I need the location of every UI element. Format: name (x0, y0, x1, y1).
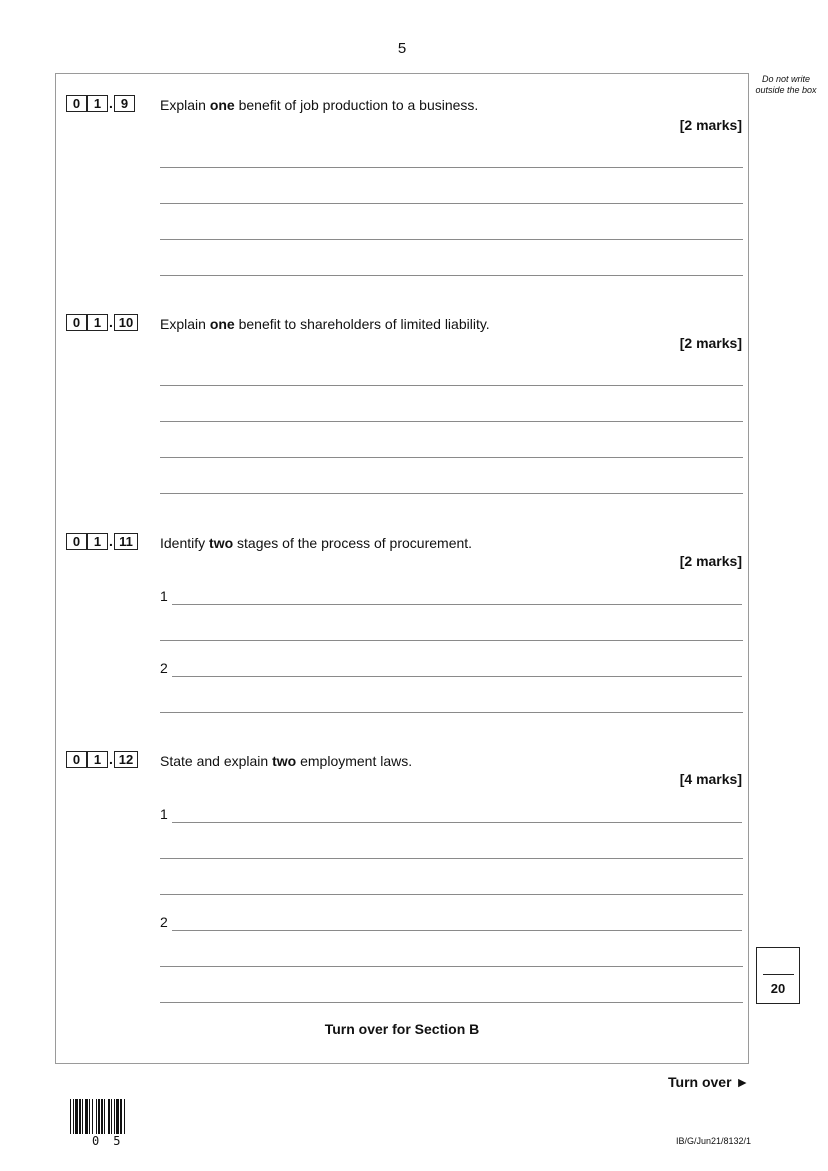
qnum-digit: 0 (66, 95, 87, 112)
qnum-digit: 0 (66, 314, 87, 331)
answer-line[interactable] (172, 930, 742, 931)
answer-line[interactable] (160, 858, 743, 859)
section-b-note: Turn over for Section B (324, 1021, 480, 1037)
answer-label-1: 1 (160, 806, 168, 822)
question-number-01-12: 0 1 . 12 (66, 750, 138, 769)
answer-line[interactable] (160, 894, 743, 895)
answer-line[interactable] (160, 203, 743, 204)
question-text-01-10: Explain one benefit to shareholders of limited liability. (160, 316, 490, 332)
barcode-number: 05 (92, 1134, 135, 1148)
marks-01-9: [2 marks] (679, 117, 742, 133)
answer-line[interactable] (172, 604, 742, 605)
marks-01-10: [2 marks] (679, 335, 742, 351)
right-triangle-icon: ► (735, 1074, 750, 1090)
answer-line[interactable] (160, 712, 743, 713)
qnum-digit: 0 (66, 533, 87, 550)
answer-line[interactable] (160, 421, 743, 422)
answer-label-2: 2 (160, 914, 168, 930)
page-score-total: 20 (770, 981, 786, 996)
answer-line[interactable] (172, 676, 742, 677)
answer-line[interactable] (160, 493, 743, 494)
score-divider (763, 974, 794, 975)
margin-note: Do not write outside the box (755, 74, 817, 95)
paper-reference: IB/G/Jun21/8132/1 (676, 1136, 752, 1146)
turn-over-label: Turn over ► (668, 1074, 750, 1090)
barcode-icon (70, 1099, 146, 1134)
qnum-digit: 1 (87, 314, 108, 331)
qnum-digit: 9 (114, 95, 135, 112)
qnum-digit: 11 (114, 533, 138, 550)
marks-01-11: [2 marks] (679, 553, 742, 569)
qnum-digit: 1 (87, 533, 108, 550)
question-text-01-12: State and explain two employment laws. (160, 753, 413, 769)
answer-line[interactable] (172, 822, 742, 823)
question-text-01-9: Explain one benefit of job production to a business. (160, 97, 479, 113)
qnum-digit: 0 (66, 751, 87, 768)
question-number-01-10: 0 1 . 10 (66, 313, 138, 332)
question-number-01-11: 0 1 . 11 (66, 532, 138, 551)
qnum-digit: 1 (87, 751, 108, 768)
answer-label-1: 1 (160, 588, 168, 604)
answer-line[interactable] (160, 966, 743, 967)
answer-line[interactable] (160, 385, 743, 386)
answer-line[interactable] (160, 275, 743, 276)
qnum-digit: 1 (87, 95, 108, 112)
answer-line[interactable] (160, 239, 743, 240)
question-number-01-9: 0 1 . 9 (66, 94, 135, 113)
marks-01-12: [4 marks] (679, 771, 742, 787)
answer-line[interactable] (160, 457, 743, 458)
question-text-01-11: Identify two stages of the process of procurement. (160, 535, 473, 551)
qnum-digit: 12 (114, 751, 138, 768)
answer-line[interactable] (160, 640, 743, 641)
answer-label-2: 2 (160, 660, 168, 676)
qnum-digit: 10 (114, 314, 138, 331)
answer-line[interactable] (160, 1002, 743, 1003)
answer-line[interactable] (160, 167, 743, 168)
page-number: 5 (397, 40, 407, 57)
